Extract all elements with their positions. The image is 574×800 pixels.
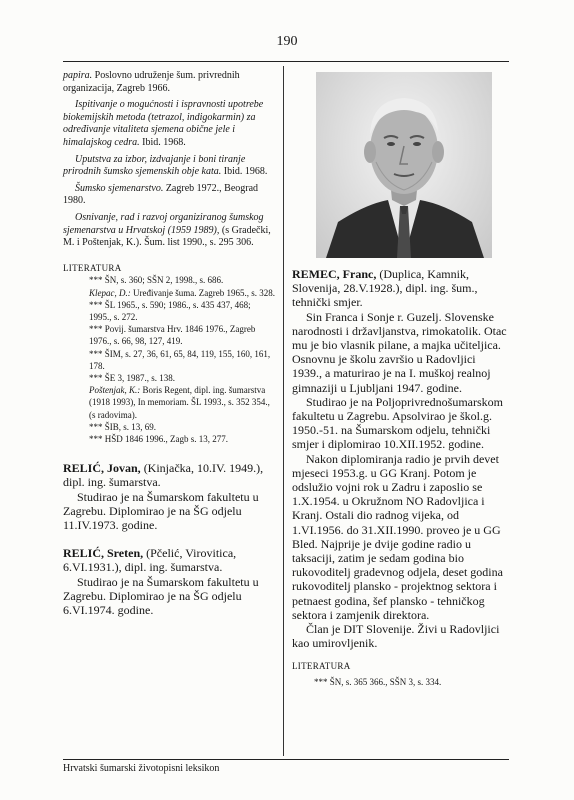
entry-relic-jovan: [63, 461, 275, 532]
entry-name: REMEC, Franc,: [292, 267, 377, 281]
bibliography-item: Ispitivanje o mogućnosti i ispravnosti upotrebe biokemijskih metoda (tetrazol, indigokarmin) za određivanje vitaliteta sjemena obične jele i himalajskog cedra. Ibid. 1968.: [63, 99, 264, 148]
entry-body: Studirao je na Šumarskom fakultetu u Zagrebu. Diplomirao je na ŠG odjelu 6.VI.1974. godine.: [63, 574, 259, 617]
literature-list: [63, 274, 275, 445]
literature-heading: LITERATURA: [63, 262, 122, 273]
entry-name: RELIĆ, Jovan,: [63, 461, 141, 476]
entry-body: Član je DIT Slovenije. Živi u Radovljici kao umirovljenik.: [292, 622, 500, 651]
left-column: [63, 70, 275, 617]
entry-heading: (Duplica, Kamnik, Slovenija, 28.V.1928.), dipl. ing. šum., tehnički smjer.: [292, 267, 478, 310]
entry-remec-franc: [292, 267, 508, 650]
footer-title: Hrvatski šumarski životopisni leksikon: [63, 763, 220, 774]
header-rule: [63, 61, 509, 62]
entry-body: Nakon diplomiranja radio je prvih devet mjeseci 1953.g. u GG Kranj. Potom je odslužio vojni rok u Zadru i zaposlio se 1.X.1954. u Okružnom NO Radovljica i Kranj. Ostali dio radnog vijeka, od 1.VI.1956. do 31.XII.1990. proveo je u GG Bled. Najprije je dvije godine radio u taksaciji, zatim je sedam godina bio rukovoditelj gradevnog odjela, deset godina rukovoditelj plansko - projektnog sektora i petnaest godina, šef plansko - tehničkog sektora i zamjenik direktora.: [292, 451, 503, 622]
entry-heading: (Pčelić, Virovitica, 6.VI.1931.), dipl. ing. šumarstva.: [63, 546, 237, 575]
entry-name: RELIĆ, Sreten,: [63, 546, 144, 561]
literature-item: *** ŠL 1965., s. 590; 1986., s. 435 437, 468; 1995., s. 272.: [89, 299, 251, 322]
entry-body: Sin Franca i Sonje r. Guzelj. Slovenske narodnosti i državljanstva, rimokatolik. Otac mu je bio vlasnik pilane, a majka učiteljica. Osnovnu je školu završio u Radovljici 1939., a maturirao je na I. muškoj realnoj gimnaziji u Ljubljani 1947. godine.: [292, 309, 507, 395]
literature-item: *** HŠD 1846 1996., Zagb s. 13, 277.: [89, 433, 228, 444]
column-divider: [283, 66, 284, 756]
footer-rule: [63, 759, 509, 760]
entry-heading: (Kinjačka, 10.IV. 1949.), dipl. ing. šumarstva.: [63, 461, 264, 490]
bibliography-item: Osnivanje, rad i razvoj organiziranog šumskog sjemenarstva u Hrvatskoj (1959 1989), (s Gradečki, M. i Poštenjak, K.). Šum. list 1990., s. 295 306.: [63, 211, 271, 249]
literature-item: *** ŠE 3, 1987., s. 138.: [89, 372, 176, 383]
right-column: [292, 267, 508, 688]
literature-item: Poštenjak, K.: Boris Regent, dipl. ing. šumarstva (1918 1993), In memoriam. ŠL 1993., s. 352 354., (s radovima).: [89, 385, 270, 420]
bibliography-item: papira. Poslovno udruženje šum. privrednih organizacija, Zagreb 1966.: [63, 70, 240, 94]
literature-heading: LITERATURA: [292, 661, 351, 672]
entry-relic-sreten: [63, 546, 275, 617]
bibliography-item: Uputstva za izbor, izdvajanje i boni tiranje prirodnih šumsko sjemenskih obje kata. Ibid. 1968.: [63, 153, 268, 178]
portrait-photo: [316, 72, 492, 258]
page-number: 190: [276, 34, 298, 49]
entry-body: Studirao je na Poljoprivrednošumarskom fakultetu u Zagrebu. Apsolvirao je škol.g. 1950.-51. na Šumarskom odjelu, tehnički smjer i diplomirao 10.XII.1952. godine.: [292, 394, 503, 452]
entry-body: Studirao je na Šumarskom fakultetu u Zagrebu. Diplomirao je na ŠG odjelu 11.IV.1973. godine.: [63, 489, 259, 532]
literature-item: *** ŠIM, s. 27, 36, 61, 65, 84, 119, 155, 160, 161, 178.: [89, 348, 271, 371]
literature-item: Klepac, D.: Uređivanje šuma. Zagreb 1965., s. 328.: [89, 287, 275, 298]
literature-item: *** ŠN, s. 360; SŠN 2, 1998., s. 686.: [89, 275, 224, 286]
literature-item: *** Povij. šumarstva Hrv. 1846 1976., Zagreb 1976., s. 66, 98, 127, 419.: [89, 324, 256, 347]
literature-item: *** ŠN, s. 365 366., SŠN 3, s. 334.: [314, 677, 442, 688]
literature-item: *** ŠIB, s. 13, 69.: [89, 421, 157, 432]
bibliography-item: Šumsko sjemenarstvo. Zagreb 1972., Beograd 1980.: [63, 182, 259, 207]
